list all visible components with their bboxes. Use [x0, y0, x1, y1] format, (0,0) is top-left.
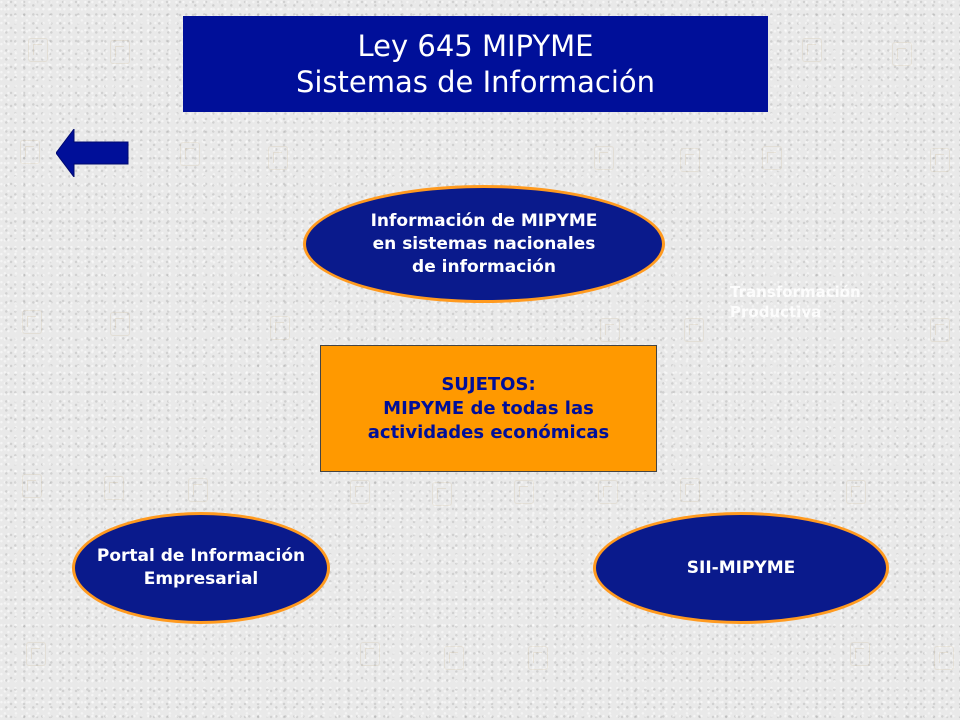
title-line-2: Sistemas de Información	[295, 65, 656, 99]
center-line-3: actividades económicas	[367, 421, 610, 443]
center-sujetos-box	[320, 345, 657, 472]
center-line-2: MIPYME de todas las	[383, 397, 594, 419]
faint-line-1: Transformación	[730, 283, 861, 301]
back-button[interactable]	[56, 129, 130, 177]
left-arrow-icon	[56, 129, 130, 177]
node-left-line-2: Empresarial	[143, 569, 259, 589]
node-right-line-1: SII-MIPYME	[686, 558, 796, 578]
node-top-line-1: Información de MIPYME	[370, 210, 598, 231]
faint-line-2: Productiva	[730, 303, 822, 321]
node-top-line-2: en sistemas nacionales	[372, 233, 596, 254]
node-top-line-3: de información	[412, 256, 556, 277]
node-left-line-1: Portal de Información	[96, 546, 306, 566]
node-sii-mipyme[interactable]	[593, 512, 889, 624]
title-line-1: Ley 645 MIPYME	[357, 29, 594, 63]
transformacion-productiva-label	[730, 282, 861, 322]
node-informacion-sistemas-nacionales[interactable]	[303, 185, 665, 303]
node-portal-informacion-empresarial[interactable]	[72, 512, 330, 624]
title-banner	[183, 16, 768, 112]
center-line-1: SUJETOS:	[441, 373, 536, 395]
